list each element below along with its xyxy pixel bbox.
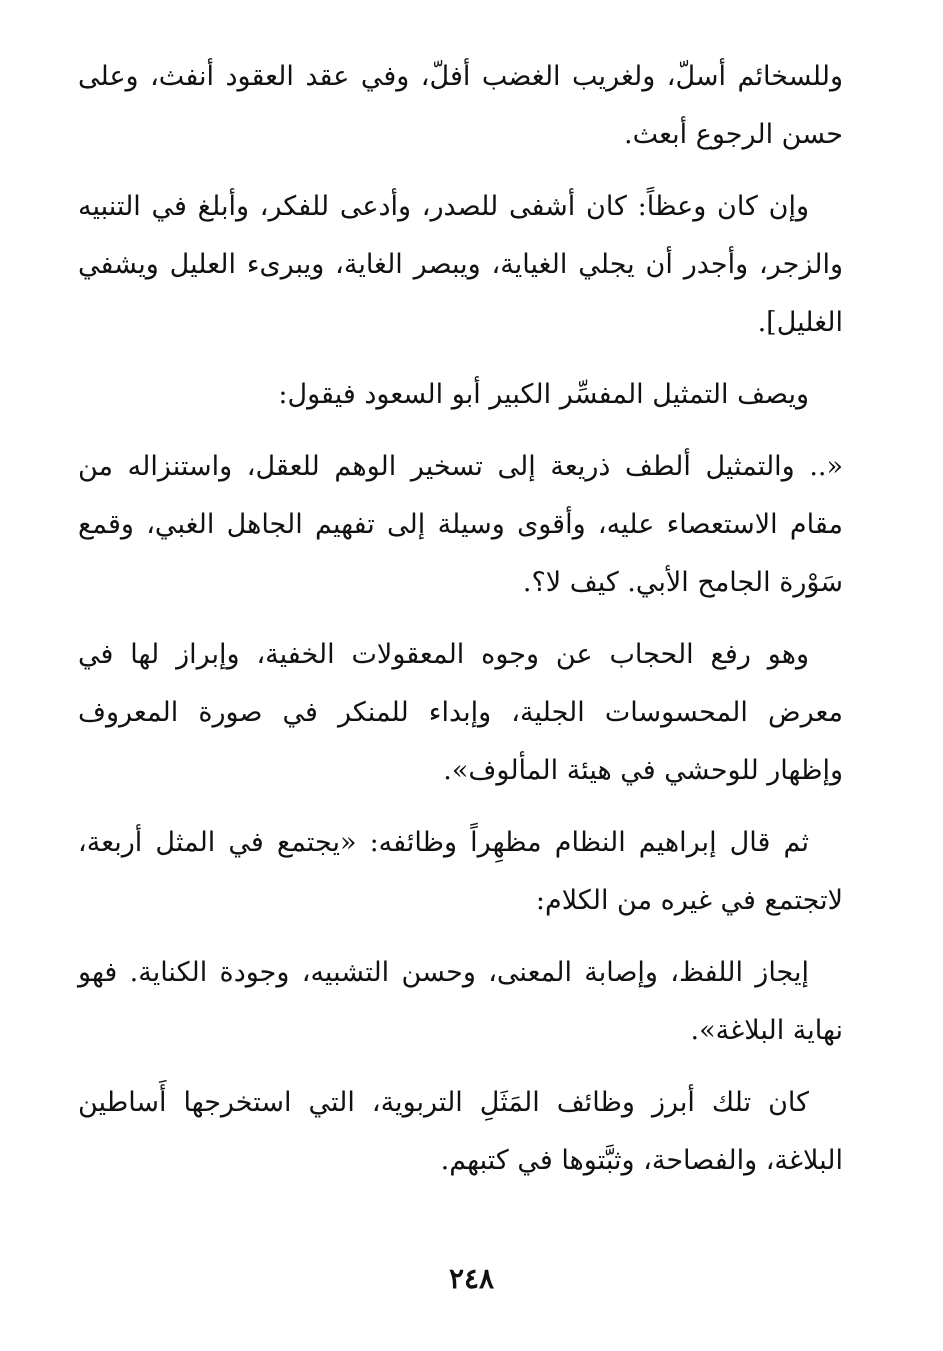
body-text (78, 48, 843, 1204)
paragraph-3: ويصف التمثيل المفسِّر الكبير أبو السعود فيقول: (278, 379, 809, 410)
paragraph-4: «.. والتمثيل ألطف ذريعة إلى تسخير الوهم للعقل، واستنزاله من مقام الاستعصاء عليه، وأقوى وسيلة إلى تفهيم الجاهل الغبي، وقمع سَوْرة الجامح الأبي. كيف لا؟. (78, 451, 843, 598)
page-number: ٢٤٨ (448, 1262, 495, 1295)
paragraph-2: وإن كان وعظاً: كان أشفى للصدر، وأدعى للفكر، وأبلغ في التنبيه والزجر، وأجدر أن يجلي الغياية، ويبصر الغاية، ويبرىء العليل ويشفي الغليل]. (78, 191, 843, 338)
paragraph-6: ثم قال إبراهيم النظام مظهِراً وظائفه: «يجتمع في المثل أربعة، لاتجتمع في غيره من الكلام: (78, 827, 843, 916)
paragraph-8: كان تلك أبرز وظائف المَثَلِ التربوية، التي استخرجها أَساطين البلاغة، والفصاحة، وثبَّتوها في كتبهم. (78, 1087, 843, 1176)
paragraph-5: وهو رفع الحجاب عن وجوه المعقولات الخفية، وإبراز لها في معرض المحسوسات الجلية، وإبداء للمنكر في صورة المعروف وإظهار للوحشي في هيئة المألوف». (78, 639, 843, 786)
paragraph-1: وللسخائم أسلّ، ولغريب الغضب أفلّ، وفي عقد العقود أنفث، وعلى حسن الرجوع أبعث. (78, 61, 843, 150)
paragraph-7: إيجاز اللفظ، وإصابة المعنى، وحسن التشبيه، وجودة الكناية. فهو نهاية البلاغة». (78, 957, 843, 1046)
